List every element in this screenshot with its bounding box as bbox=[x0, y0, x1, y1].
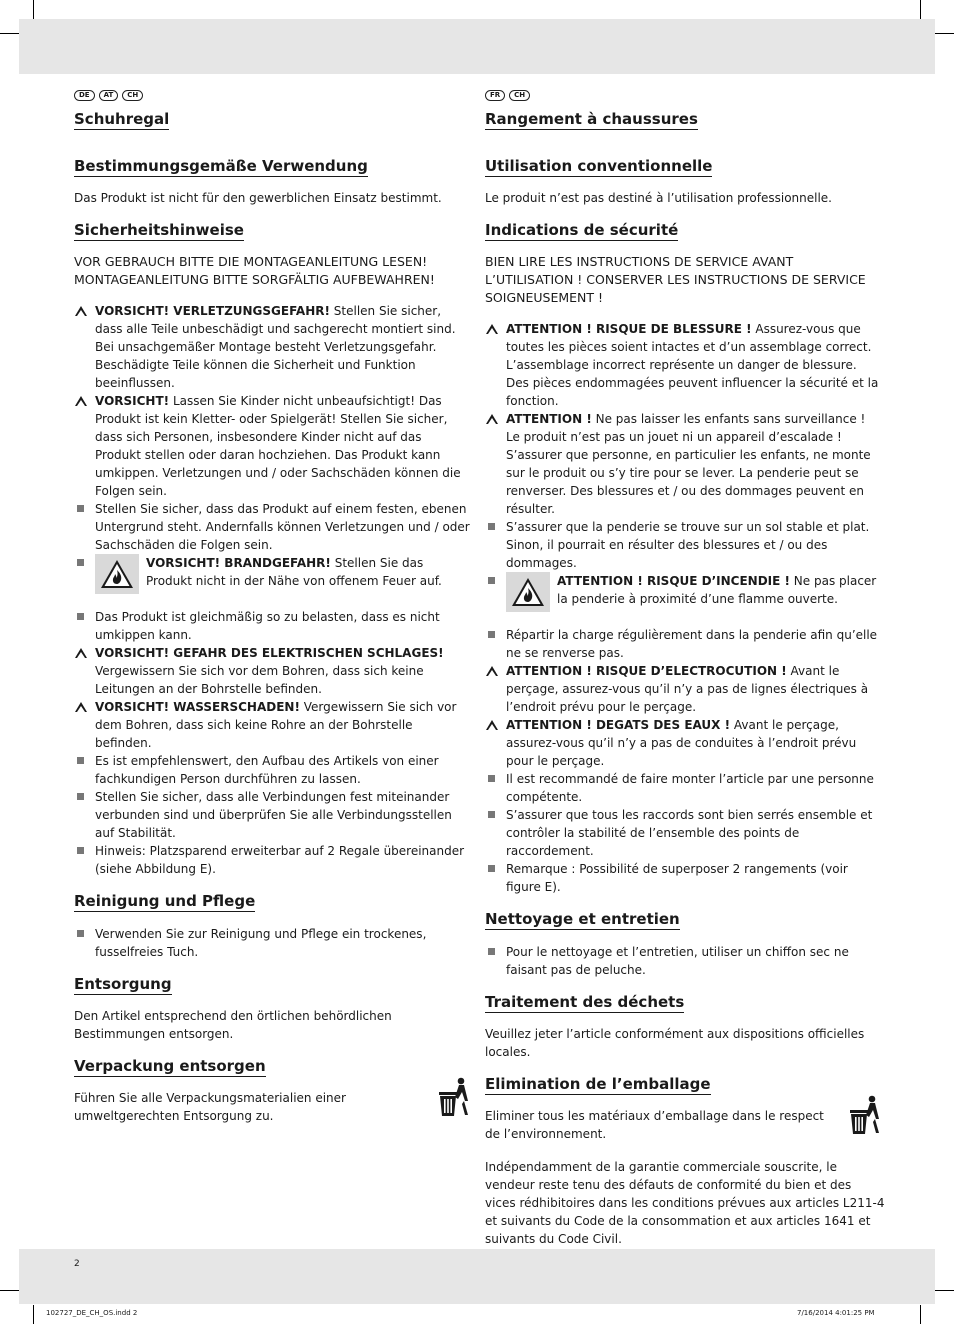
footer-filename: 102727_DE_CH_OS.indd 2 bbox=[46, 1309, 138, 1317]
list-item: ATTENTION ! DEGATS DES EAUX ! Avant le perçage, assurez-vous qu’il n’y a pas de conduites à l’endroit prévu pour le perçage. bbox=[485, 716, 881, 770]
column-german bbox=[74, 88, 470, 1125]
column-french bbox=[485, 88, 881, 1143]
list-item: Verwenden Sie zur Reinigung und Pflege ein trockenes, fusselfreies Tuch. bbox=[74, 925, 470, 961]
bullet-square-icon bbox=[74, 608, 88, 626]
country-badge-ch: CH bbox=[509, 90, 530, 101]
heading-packaging: Elimination de l’emballage bbox=[485, 1075, 711, 1093]
heading-cleaning: Reinigung und Pflege bbox=[74, 892, 256, 910]
bullet-square-icon bbox=[74, 788, 88, 806]
safety-intro: VOR GEBRAUCH BITTE DIE MONTAGEANLEITUNG LESEN! MONTAGEANLEITUNG BITTE SORGFÄLTIG AUFBEWAHREN! bbox=[74, 254, 435, 287]
cleaning-list bbox=[74, 925, 470, 961]
footer-timestamp: 7/16/2014 4:01:25 PM bbox=[797, 1309, 875, 1317]
list-item: Répartir la charge régulièrement dans la penderie afin qu’elle ne se renverse pas. bbox=[485, 626, 881, 662]
list-item: VORSICHT! Lassen Sie Kinder nicht unbeaufsichtigt! Das Produkt ist kein Kletter- oder Spielgerät! Stellen Sie sicher, dass sich Personen, insbesondere Kinder nicht auf das Produkt stellen oder daran hochziehen. Das Produkt kann umkippen. Verletzungen und / oder Sachschäden können die Folgen sein. bbox=[74, 392, 470, 500]
list-item: VORSICHT! WASSERSCHADEN! Vergewissern Sie sich vor dem Bohren, dass sich keine Rohre an der Bohrstelle befinden. bbox=[74, 698, 470, 752]
header-band bbox=[19, 19, 935, 74]
heading-intended-use: Bestimmungsgemäße Verwendung bbox=[74, 157, 368, 175]
crop-mark bbox=[935, 1290, 954, 1291]
list-item: Das Produkt ist gleichmäßig so zu belasten, dass es nicht umkippen kann. bbox=[74, 608, 470, 644]
product-title: Schuhregal bbox=[74, 110, 170, 128]
cleaning-list bbox=[485, 943, 881, 979]
crop-mark bbox=[33, 0, 34, 19]
heading-packaging: Verpackung entsorgen bbox=[74, 1057, 266, 1075]
list-item: VORSICHT! GEFAHR DES ELEKTRISCHEN SCHLAGES! Vergewissern Sie sich vor dem Bohren, dass sich keine Leitungen an der Bohrstelle befinden. bbox=[74, 644, 470, 698]
heading-disposal: Traitement des déchets bbox=[485, 993, 685, 1011]
bullet-square-icon bbox=[74, 752, 88, 770]
intended-use-text: Das Produkt ist nicht für den gewerblichen Einsatz bestimmt. bbox=[74, 191, 442, 205]
list-item: ATTENTION ! Ne pas laisser les enfants sans surveillance ! Le produit n’est pas un jouet ni un appareil d’escalade ! S’assurer que personne, en particulier les enfants, ne monte sur le produit ou s’y tire pour se lever. La penderie peut se renverser. Des blessures et / ou des dommages peuvent en résulter. bbox=[485, 410, 881, 518]
country-flags bbox=[74, 88, 470, 102]
list-item: S’assurer que la penderie se trouve sur un sol stable et plat. Sinon, il pourrait en résulter des blessures et / ou des dommages. bbox=[485, 518, 881, 572]
warning-triangle-icon bbox=[485, 716, 499, 734]
disposal-text: Veuillez jeter l’article conformément aux dispositions officielles locales. bbox=[485, 1027, 865, 1059]
product-title: Rangement à chaussures bbox=[485, 110, 698, 128]
warning-triangle-icon bbox=[74, 644, 88, 662]
list-item: Pour le nettoyage et l’entretien, utiliser un chiffon sec ne faisant pas de peluche. bbox=[485, 943, 881, 979]
bullet-square-icon bbox=[485, 860, 499, 878]
safety-list bbox=[485, 320, 881, 896]
intended-use-text: Le produit n’est pas destiné à l’utilisation professionnelle. bbox=[485, 191, 832, 205]
list-item: S’assurer que tous les raccords sont bien serrés ensemble et contrôler la stabilité de l’ensemble des points de raccordement. bbox=[485, 806, 881, 860]
warning-triangle-icon bbox=[74, 392, 88, 410]
list-item: Es ist empfehlenswert, den Aufbau des Artikels von einer fachkundigen Person durchführen zu lassen. bbox=[74, 752, 470, 788]
bullet-square-icon bbox=[485, 943, 499, 961]
warning-triangle-icon bbox=[74, 698, 88, 716]
country-badge-ch: CH bbox=[122, 90, 143, 101]
bullet-square-icon bbox=[74, 500, 88, 518]
packaging-text: Eliminer tous les matériaux d’emballage dans le respect de l’environnement. bbox=[485, 1109, 824, 1141]
crop-mark bbox=[935, 33, 954, 34]
list-item: VORSICHT! BRANDGEFAHR! Stellen Sie das Produkt nicht in der Nähe von offenem Feuer auf. bbox=[74, 554, 470, 594]
list-item: Hinweis: Platzsparend erweiterbar auf 2 Regale übereinander (siehe Abbildung E). bbox=[74, 842, 470, 878]
heading-intended-use: Utilisation conventionnelle bbox=[485, 157, 713, 175]
legal-notice: Indépendamment de la garantie commerciale souscrite, le vendeur reste tenu des défauts de conformité du bien et des vices rédhibitoires dans les conditions prévues aux articles L211-4 et suivants du Code de la consommation et aux articles 1641 et suivants du Code Civil. bbox=[485, 1160, 885, 1246]
list-item: Il est recommandé de faire monter l’article par une personne compétente. bbox=[485, 770, 881, 806]
crop-mark bbox=[920, 0, 921, 19]
list-item: ATTENTION ! RISQUE D’INCENDIE ! Ne pas placer la penderie à proximité d’une flamme ouverte. bbox=[485, 572, 881, 612]
safety-list bbox=[74, 302, 470, 878]
list-item: VORSICHT! VERLETZUNGSGEFAHR! Stellen Sie sicher, dass alle Teile unbeschädigt und sachgerecht montiert sind. Bei unsachgemäßer Montage besteht Verletzungsgefahr. Beschädigte Teile können die Sicherheit und Funktion beeinflussen. bbox=[74, 302, 470, 392]
packaging-text: Führen Sie alle Verpackungsmaterialien einer umweltgerechten Entsorgung zu. bbox=[74, 1091, 346, 1123]
fire-hazard-icon bbox=[506, 572, 550, 612]
page-number: 2 bbox=[74, 1259, 80, 1269]
recycle-bin-icon bbox=[438, 1077, 470, 1121]
heading-cleaning: Nettoyage et entretien bbox=[485, 910, 680, 928]
crop-mark bbox=[33, 1305, 34, 1324]
bullet-square-icon bbox=[485, 806, 499, 824]
bullet-square-icon bbox=[74, 842, 88, 860]
list-item: Remarque : Possibilité de superposer 2 rangements (voir figure E). bbox=[485, 860, 881, 896]
bullet-square-icon bbox=[74, 554, 88, 572]
country-badge-at: AT bbox=[99, 90, 119, 101]
crop-mark bbox=[0, 33, 19, 34]
bullet-square-icon bbox=[485, 626, 499, 644]
footer-band bbox=[19, 1249, 935, 1304]
crop-mark bbox=[0, 1290, 19, 1291]
recycle-bin-icon bbox=[849, 1095, 881, 1139]
disposal-text: Den Artikel entsprechend den örtlichen behördlichen Bestimmungen entsorgen. bbox=[74, 1009, 392, 1041]
heading-safety: Indications de sécurité bbox=[485, 221, 679, 239]
bullet-square-icon bbox=[485, 572, 499, 590]
bullet-square-icon bbox=[485, 518, 499, 536]
warning-triangle-icon bbox=[485, 662, 499, 680]
bullet-square-icon bbox=[74, 925, 88, 943]
list-item: Stellen Sie sicher, dass alle Verbindungen fest miteinander verbunden sind und überprüfen Sie alle Verbindungsstellen auf Stabilität. bbox=[74, 788, 470, 842]
fire-hazard-icon bbox=[95, 554, 139, 594]
safety-intro: BIEN LIRE LES INSTRUCTIONS DE SERVICE AVANT L’UTILISATION ! CONSERVER LES INSTRUCTIONS DE SERVICE SOIGNEUSEMENT ! bbox=[485, 254, 866, 305]
warning-triangle-icon bbox=[74, 302, 88, 320]
heading-safety: Sicherheitshinweise bbox=[74, 221, 244, 239]
country-badge-fr: FR bbox=[485, 90, 505, 101]
heading-disposal: Entsorgung bbox=[74, 975, 172, 993]
list-item: Stellen Sie sicher, dass das Produkt auf einem festen, ebenen Untergrund steht. Andernfalls können Verletzungen und / oder Sachschäden die Folgen sein. bbox=[74, 500, 470, 554]
country-badge-de: DE bbox=[74, 90, 95, 101]
warning-triangle-icon bbox=[485, 320, 499, 338]
country-flags bbox=[485, 88, 881, 102]
warning-triangle-icon bbox=[485, 410, 499, 428]
list-item: ATTENTION ! RISQUE D’ELECTROCUTION ! Avant le perçage, assurez-vous qu’il n’y a pas de lignes électriques à l’endroit prévu pour le perçage. bbox=[485, 662, 881, 716]
bullet-square-icon bbox=[485, 770, 499, 788]
crop-mark bbox=[920, 1305, 921, 1324]
list-item: ATTENTION ! RISQUE DE BLESSURE ! Assurez-vous que toutes les pièces soient intactes et d’un assemblage correct. L’assemblage incorrect représente un danger de blessure. Des pièces endommagées peuvent influencer la sécurité et la fonction. bbox=[485, 320, 881, 410]
